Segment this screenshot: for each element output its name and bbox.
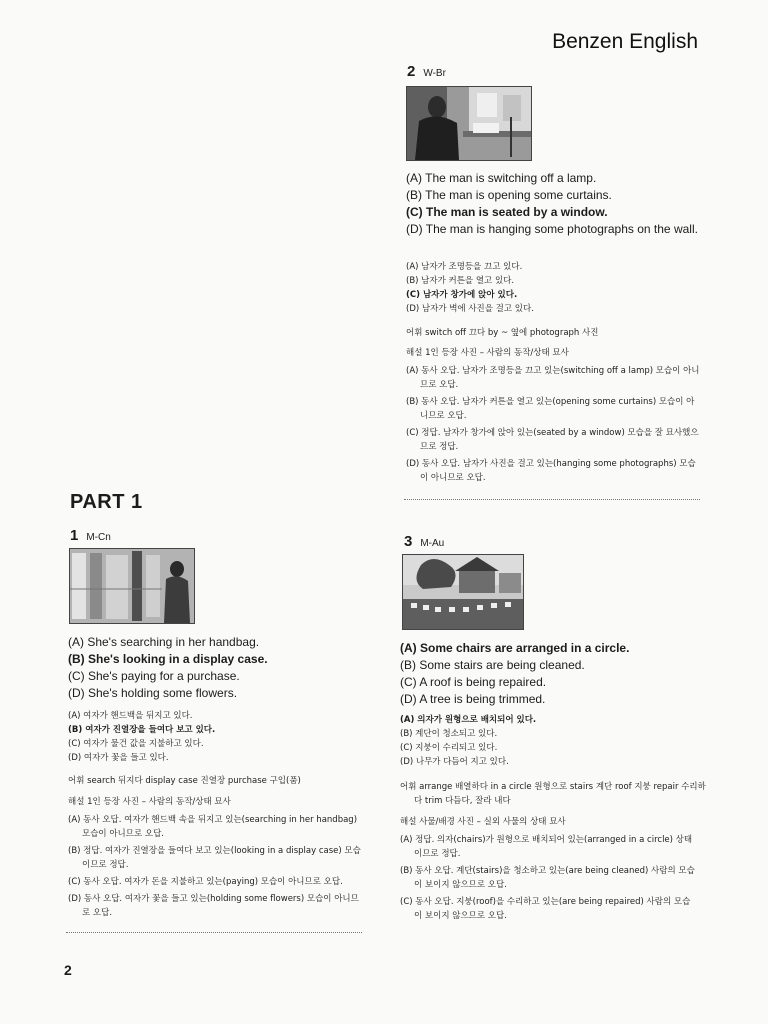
translation-a: (A) 여자가 핸드백을 뒤지고 있다. [68, 711, 193, 721]
option-d: (D) She's holding some flowers. [68, 686, 238, 700]
question-2-header [407, 63, 446, 80]
speaker-code: W-Br [423, 68, 446, 79]
question-number: 1 [70, 527, 79, 544]
explanation-b: (B) 정답. 여자가 진열장을 들여다 보고 있는(looking in a display case) 모습이므로 정답. [68, 846, 361, 870]
question-2-photo [406, 86, 532, 161]
option-c: (C) She's paying for a purchase. [68, 669, 240, 683]
page-number: 2 [64, 962, 72, 978]
explanation-a: (A) 정답. 의자(chairs)가 원형으로 배치되어 있는(arranged in a circle) 상태이므로 정답. [400, 835, 693, 859]
translation-b: (B) 남자가 커튼을 열고 있다. [406, 276, 515, 286]
question-number: 2 [407, 63, 416, 80]
explanation-d: (D) 동사 오답. 남자가 사진을 걸고 있는(hanging some photographs) 모습이 아니므로 오답. [406, 459, 696, 483]
translation-c: (C) 남자가 창가에 앉아 있다. [406, 290, 518, 300]
explanation-b: (B) 동사 오답. 계단(stairs)을 청소하고 있는(are being cleaned) 사람의 모습이 보이지 않으므로 오답. [400, 866, 695, 890]
translation-a: (A) 의자가 원형으로 배치되어 있다. [400, 715, 537, 725]
question-3-explanation [400, 815, 696, 926]
question-2-options [406, 170, 706, 238]
option-d: (D) A tree is being trimmed. [400, 692, 546, 706]
question-number: 3 [404, 533, 413, 550]
explanation-heading: 해설 1인 등장 사진 – 사람의 동작/상태 묘사 [406, 348, 569, 358]
option-b: (B) Some stairs are being cleaned. [400, 658, 585, 672]
option-a: (A) The man is switching off a lamp. [406, 171, 597, 185]
speaker-code: M-Au [420, 538, 445, 549]
translation-d: (D) 여자가 꽃을 들고 있다. [68, 753, 169, 763]
translation-c: (C) 지붕이 수리되고 있다. [400, 743, 498, 753]
question-1-translation [68, 709, 368, 765]
explanation-a: (A) 동사 오답. 여자가 핸드백 속을 뒤지고 있는(searching in her handbag) 모습이 아니므로 오답. [68, 815, 358, 839]
translation-b: (B) 계단이 청소되고 있다. [400, 729, 498, 739]
question-2-explanation [406, 346, 702, 488]
explanation-b: (B) 동사 오답. 남자가 커튼을 열고 있는(opening some curtains) 모습이 아니므로 오답. [406, 397, 695, 421]
divider [66, 932, 362, 933]
part-title: PART 1 [70, 491, 143, 513]
translation-a: (A) 남자가 조명등을 끄고 있다. [406, 262, 523, 272]
translation-b: (B) 여자가 진열장을 들여다 보고 있다. [68, 725, 216, 735]
option-c: (C) A roof is being repaired. [400, 675, 547, 689]
option-b: (B) The man is opening some curtains. [406, 188, 612, 202]
option-d: (D) The man is hanging some photographs on the wall. [406, 222, 698, 236]
question-1-header [70, 527, 111, 544]
divider [404, 499, 700, 500]
question-3-vocab: 어휘 arrange 배열하다 in a circle 원형으로 stairs 계단 roof 지붕 repair 수리하다 trim 다듬다, 잘라 내다 [400, 782, 706, 806]
option-c-answer: (C) The man is seated by a window. [406, 205, 608, 219]
page-header-title: Benzen English [552, 30, 698, 53]
translation-d: (D) 나무가 다듬어 지고 있다. [400, 757, 509, 767]
option-a-answer: (A) Some chairs are arranged in a circle. [400, 641, 630, 655]
question-2-vocab: 어휘 switch off 끄다 by ~ 옆에 photograph 사진 [406, 328, 599, 338]
speaker-code: M-Cn [86, 532, 111, 543]
explanation-c: (C) 동사 오답. 지붕(roof)을 수리하고 있는(are being repaired) 사람의 모습이 보이지 않으므로 오답. [400, 897, 691, 921]
question-1-vocab: 어휘 search 뒤지다 display case 진열장 purchase 구입(품) [68, 776, 301, 786]
explanation-c: (C) 동사 오답. 여자가 돈을 지불하고 있는(paying) 모습이 아니므로 오답. [68, 877, 343, 887]
option-a: (A) She's searching in her handbag. [68, 635, 260, 649]
option-b-answer: (B) She's looking in a display case. [68, 652, 268, 666]
question-2-translation [406, 260, 706, 316]
question-1-photo [69, 548, 195, 624]
explanation-a: (A) 동사 오답. 남자가 조명등을 끄고 있는(switching off a lamp) 모습이 아니므로 오답. [406, 366, 700, 390]
question-1-options [68, 634, 368, 702]
explanation-c: (C) 정답. 남자가 창가에 앉아 있는(seated by a window) 모습을 잘 묘사했으므로 정답. [406, 428, 699, 452]
question-3-options [400, 640, 700, 708]
translation-c: (C) 여자가 물건 값을 지불하고 있다. [68, 739, 204, 749]
question-3-header [404, 533, 444, 550]
question-3-translation [400, 713, 700, 769]
explanation-d: (D) 동사 오답. 여자가 꽃을 들고 있는(holding some flowers) 모습이 아니므로 오답. [68, 894, 359, 918]
explanation-heading: 해설 사물/배경 사진 – 실외 사물의 상태 묘사 [400, 817, 566, 827]
translation-d: (D) 남자가 벽에 사진을 걸고 있다. [406, 304, 534, 314]
question-3-photo [402, 554, 524, 630]
question-1-explanation [68, 795, 364, 923]
explanation-heading: 해설 1인 등장 사진 – 사람의 동작/상태 묘사 [68, 797, 231, 807]
